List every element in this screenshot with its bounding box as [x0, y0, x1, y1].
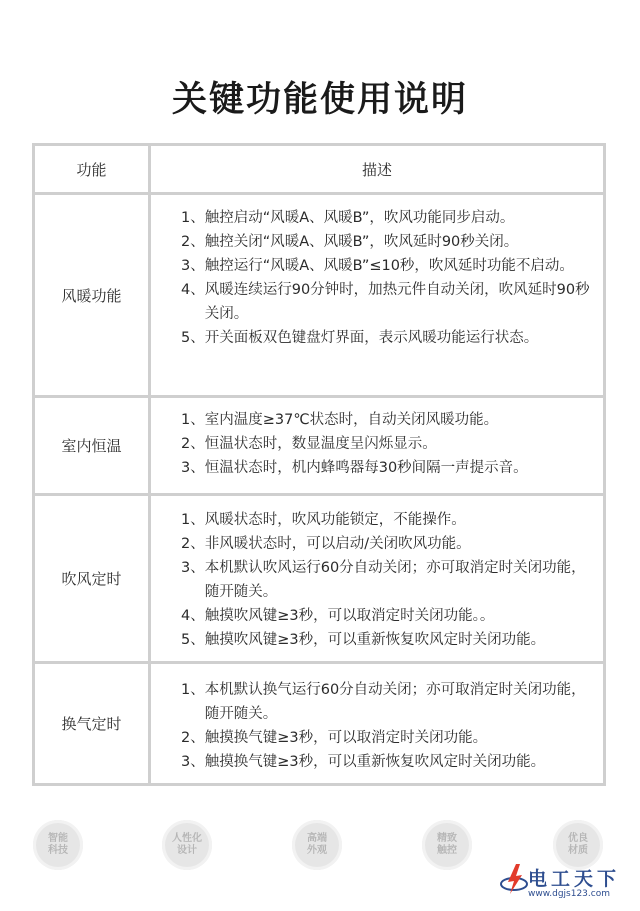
header-description: 描述 [361, 160, 392, 179]
header-function: 功能 [76, 160, 107, 179]
description-item: 5、 触摸吹风键≥3秒，可以重新恢复吹风定时关闭功能。 [181, 632, 546, 648]
function-label: 室内恒温 [61, 437, 122, 455]
description-item: 3、 本机默认吹风运行60分自动关闭；亦可取消定时关闭功能，随开随关。 [181, 560, 586, 600]
function-label: 吹风定时 [61, 570, 122, 588]
function-description [151, 398, 603, 493]
feature-badge: 智能 科技 [33, 820, 83, 870]
function-table [32, 143, 606, 786]
page-title: 关键功能使用说明 [171, 80, 468, 120]
feature-badge: 精致 触控 [422, 820, 472, 870]
description-item: 4、 风暖连续运行90分钟时，加热元件自动关闭，吹风延时90秒关闭。 [181, 282, 590, 322]
description-item: 2、 触控关闭“风暖A、风暖B”，吹风延时90秒关闭。 [181, 234, 519, 250]
description-item: 5、 开关面板双色键盘灯界面，表示风暖功能运行状态。 [181, 330, 539, 346]
table-row [35, 192, 603, 395]
description-item: 1、 触控启动“风暖A、风暖B”，吹风功能同步启动。 [181, 210, 515, 226]
description-item: 3、 触摸换气键≥3秒，可以重新恢复吹风定时关闭功能。 [181, 754, 546, 770]
table-header-row [35, 146, 603, 192]
function-description [151, 664, 603, 783]
feature-badge: 优良 材质 [553, 820, 603, 870]
feature-badge: 高端 外观 [292, 820, 342, 870]
description-item: 2、 非风暖状态时，可以启动/关闭吹风功能。 [181, 536, 471, 552]
description-item: 3、 触控运行“风暖A、风暖B”≤10秒，吹风延时功能不启动。 [181, 258, 574, 274]
description-item: 2、 触摸换气键≥3秒，可以取消定时关闭功能。 [181, 730, 488, 746]
function-description [151, 195, 603, 395]
description-item: 1、 本机默认换气运行60分自动关闭；亦可取消定时关闭功能，随开随关。 [181, 682, 586, 722]
description-item: 3、 恒温状态时，机内蜂鸣器每30秒间隔一声提示音。 [181, 460, 528, 476]
watermark-text: 电工天下 [528, 868, 621, 890]
watermark-url: www.dgjs123.com [528, 889, 610, 899]
feature-badge: 人性化 设计 [162, 820, 212, 870]
description-item: 1、 风暖状态时，吹风功能锁定，不能操作。 [181, 512, 466, 528]
site-watermark [500, 862, 630, 906]
function-description [151, 496, 603, 661]
description-item: 1、 室内温度≥37℃状态时，自动关闭风暖功能。 [181, 412, 499, 428]
description-item: 4、 触摸吹风键≥3秒，可以取消定时关闭功能。。 [181, 608, 495, 624]
table-row [35, 395, 603, 493]
function-label: 换气定时 [61, 715, 122, 733]
watermark-logo-icon [500, 862, 530, 896]
table-row [35, 661, 603, 783]
table-row [35, 493, 603, 661]
description-item: 2、 恒温状态时，数显温度呈闪烁显示。 [181, 436, 437, 452]
function-label: 风暖功能 [61, 286, 122, 305]
